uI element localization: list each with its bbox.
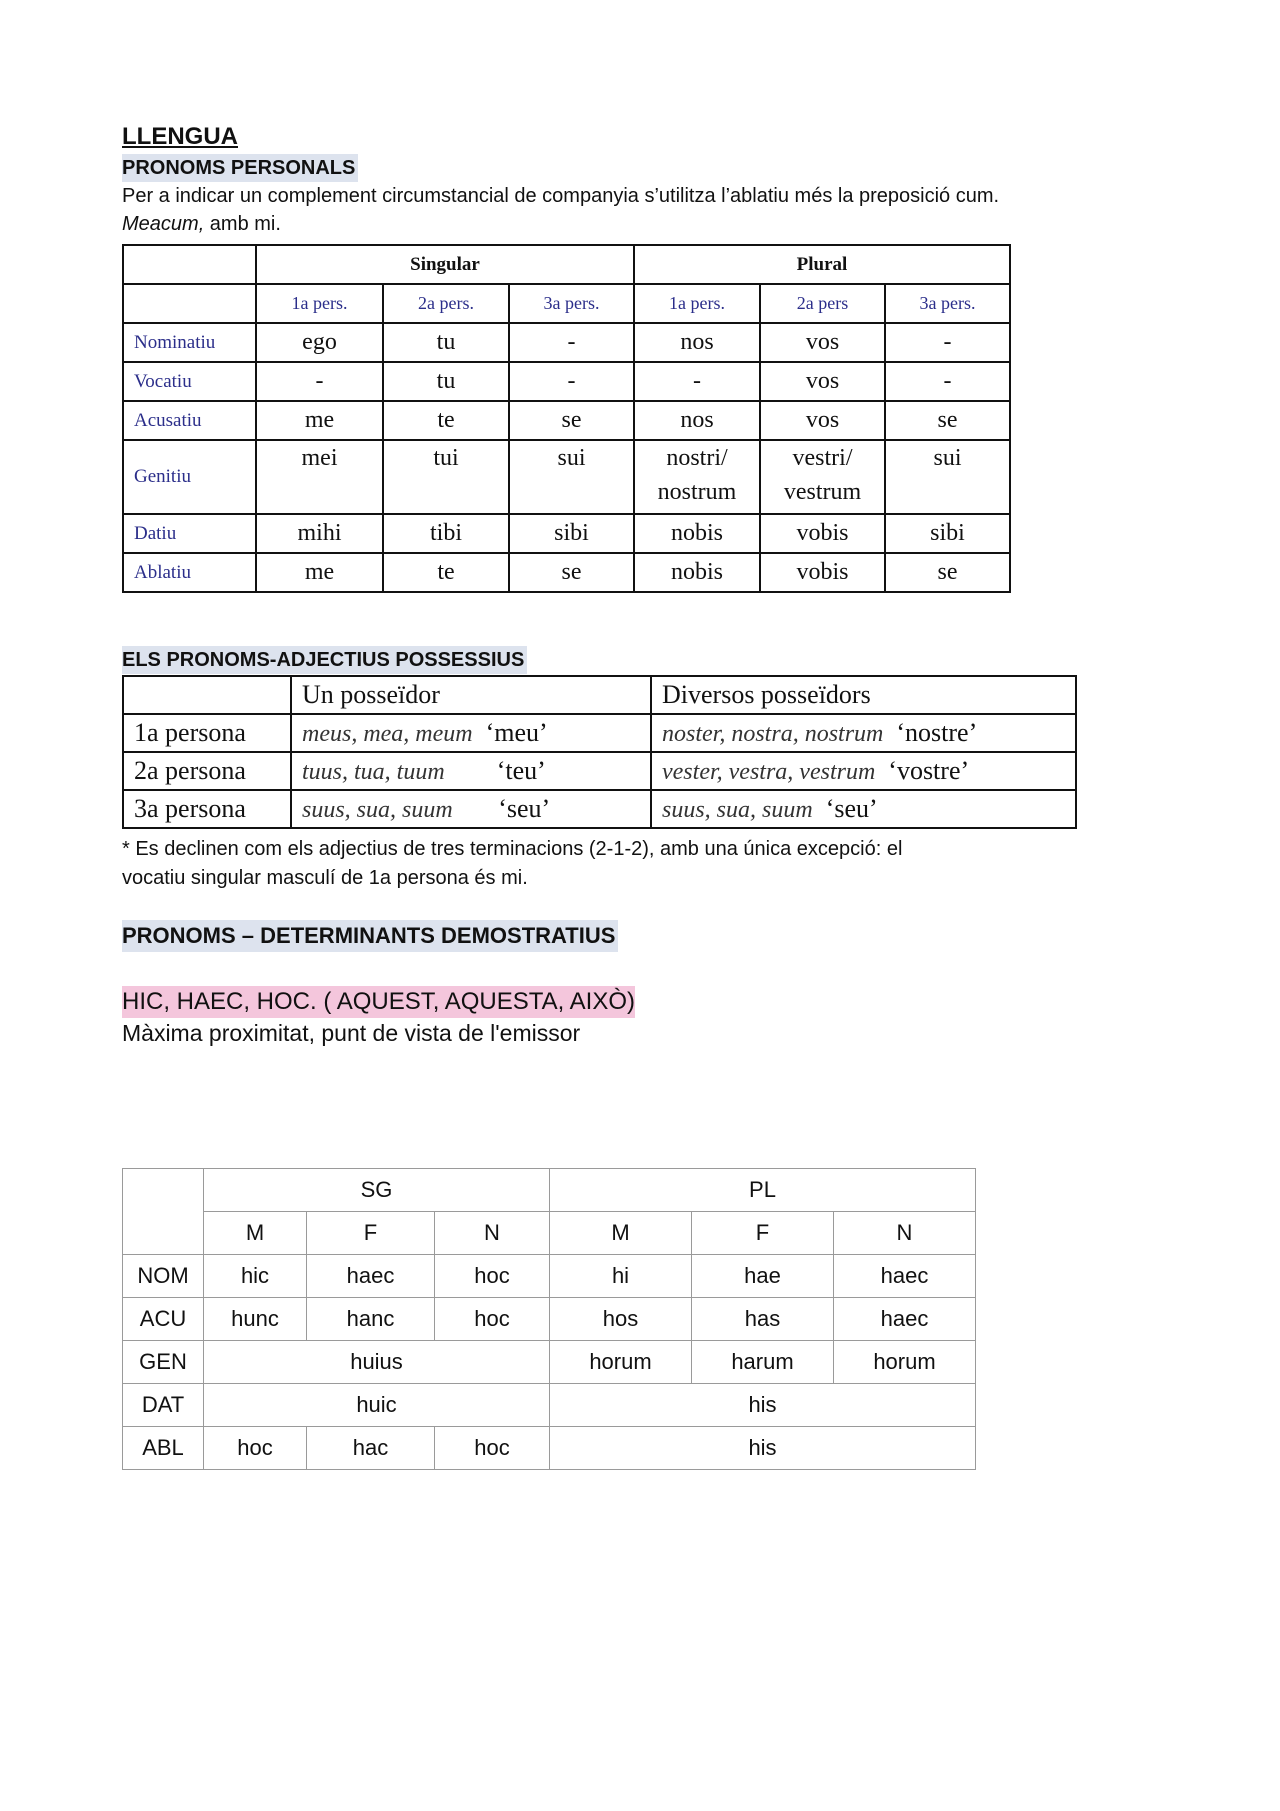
gender-header: N	[834, 1212, 976, 1255]
table-cell: hoc	[435, 1255, 550, 1298]
table-cell: nos	[634, 323, 760, 362]
person-header: 2a pers.	[383, 284, 509, 323]
header-one-possessor: Un posseïdor	[291, 676, 651, 714]
case-label: Datiu	[123, 514, 256, 553]
blank-cell	[123, 1169, 204, 1255]
table-row	[123, 362, 1010, 401]
example-word: Meacum,	[122, 213, 205, 235]
gender-header: M	[550, 1212, 692, 1255]
blank-cell	[123, 676, 291, 714]
table-cell: tibi	[383, 514, 509, 553]
table-row	[123, 1255, 976, 1298]
header-pl: PL	[550, 1169, 976, 1212]
table-cell: -	[885, 323, 1010, 362]
case-label: DAT	[123, 1384, 204, 1427]
person-header: 1a pers.	[256, 284, 383, 323]
table-cell	[651, 714, 1076, 752]
table-cell: horum	[834, 1341, 976, 1384]
latin-forms: suus, sua, suum	[302, 797, 453, 823]
person-label: 1a persona	[123, 714, 291, 752]
demonstrative-subsection	[122, 986, 635, 1048]
table-cell: horum	[550, 1341, 692, 1384]
possessive-note	[122, 835, 902, 893]
personal-example	[122, 211, 1122, 237]
table-cell: his	[550, 1384, 976, 1427]
table-row	[123, 440, 1010, 514]
table-cell: hac	[307, 1427, 435, 1470]
gender-header: N	[435, 1212, 550, 1255]
table-cell: se	[509, 553, 634, 592]
table-cell: hae	[692, 1255, 834, 1298]
latin-forms: suus, sua, suum	[662, 797, 813, 823]
table-cell: hoc	[204, 1427, 307, 1470]
table-cell: hoc	[435, 1427, 550, 1470]
table-cell: vos	[760, 401, 885, 440]
table-cell	[651, 790, 1076, 828]
subsection-description: Màxima proximitat, punt de vista de l'emissor	[122, 1020, 581, 1046]
table-cell: sui	[509, 440, 634, 514]
blank-cell	[123, 245, 256, 284]
translation: ‘seu’	[825, 794, 878, 823]
table-cell: -	[885, 362, 1010, 401]
table-cell: has	[692, 1298, 834, 1341]
note-line: vocatiu singular masculí de 1a persona és mi.	[122, 867, 528, 889]
case-label: ACU	[123, 1298, 204, 1341]
case-label: Nominatiu	[123, 323, 256, 362]
table-cell: his	[550, 1427, 976, 1470]
table-cell: hoc	[435, 1298, 550, 1341]
latin-forms: meus, mea, meum	[302, 721, 473, 747]
table-cell: vos	[760, 362, 885, 401]
table-row	[123, 401, 1010, 440]
case-label: Ablatiu	[123, 553, 256, 592]
note-line: * Es declinen com els adjectius de tres terminacions (2-1-2), amb una única excepció: el	[122, 838, 903, 860]
header-singular: Singular	[256, 245, 634, 284]
header-sg: SG	[204, 1169, 550, 1212]
blank-cell	[123, 284, 256, 323]
table-cell: vestri/ vestrum	[760, 440, 885, 514]
table-row	[123, 790, 1076, 828]
section-title-possessive: ELS PRONOMS-ADJECTIUS POSSESSIUS	[122, 646, 527, 674]
table-row	[123, 1298, 976, 1341]
table-cell: hos	[550, 1298, 692, 1341]
person-header: 1a pers.	[634, 284, 760, 323]
table-cell: se	[885, 401, 1010, 440]
section-title-personal: PRONOMS PERSONALS	[122, 154, 358, 182]
table-cell	[291, 714, 651, 752]
table-cell: hi	[550, 1255, 692, 1298]
table-cell: -	[509, 362, 634, 401]
table-cell: tui	[383, 440, 509, 514]
possessive-table	[122, 675, 1077, 829]
table-cell: nobis	[634, 553, 760, 592]
gender-header: F	[307, 1212, 435, 1255]
table-row	[123, 323, 1010, 362]
person-header: 3a pers.	[885, 284, 1010, 323]
personal-pronouns-table	[122, 244, 1011, 593]
table-cell: ego	[256, 323, 383, 362]
table-cell: vobis	[760, 514, 885, 553]
table-cell: huic	[204, 1384, 550, 1427]
case-label: ABL	[123, 1427, 204, 1470]
table-cell: vos	[760, 323, 885, 362]
table-cell: sibi	[885, 514, 1010, 553]
table-cell: sibi	[509, 514, 634, 553]
table-cell: -	[509, 323, 634, 362]
table-row	[123, 1384, 976, 1427]
translation: ‘seu’	[498, 794, 551, 823]
person-header: 3a pers.	[509, 284, 634, 323]
table-cell: nobis	[634, 514, 760, 553]
translation: ‘teu’	[496, 756, 546, 785]
document-page	[122, 120, 1122, 1460]
table-cell: sui	[885, 440, 1010, 514]
table-cell: hic	[204, 1255, 307, 1298]
table-row	[123, 1341, 976, 1384]
table-cell: hanc	[307, 1298, 435, 1341]
table-cell: harum	[692, 1341, 834, 1384]
demonstrative-table	[122, 1168, 976, 1470]
table-cell: me	[256, 401, 383, 440]
table-cell	[651, 752, 1076, 790]
table-cell: huius	[204, 1341, 550, 1384]
table-row	[123, 752, 1076, 790]
header-plural: Plural	[634, 245, 1010, 284]
table-cell: tu	[383, 362, 509, 401]
table-cell: te	[383, 553, 509, 592]
table-cell: haec	[834, 1298, 976, 1341]
table-cell: -	[634, 362, 760, 401]
translation: ‘meu’	[485, 718, 548, 747]
table-cell: tu	[383, 323, 509, 362]
subsection-title-hic: HIC, HAEC, HOC. ( AQUEST, AQUESTA, AIXÒ)	[122, 986, 635, 1018]
latin-forms: vester, vestra, vestrum	[662, 759, 876, 785]
table-cell: se	[885, 553, 1010, 592]
table-row	[123, 1427, 976, 1470]
translation: ‘vostre’	[888, 756, 970, 785]
table-row	[123, 514, 1010, 553]
latin-forms: tuus, tua, tuum	[302, 759, 445, 785]
case-label: Vocatiu	[123, 362, 256, 401]
person-label: 3a persona	[123, 790, 291, 828]
gender-header: F	[692, 1212, 834, 1255]
case-label: Genitiu	[123, 440, 256, 514]
table-cell: nos	[634, 401, 760, 440]
table-cell: hunc	[204, 1298, 307, 1341]
table-cell: mihi	[256, 514, 383, 553]
case-label: Acusatiu	[123, 401, 256, 440]
page-heading: LLENGUA	[122, 123, 238, 150]
table-cell: nostri/ nostrum	[634, 440, 760, 514]
table-cell: te	[383, 401, 509, 440]
example-rest: amb mi.	[204, 213, 281, 235]
table-cell: -	[256, 362, 383, 401]
header-many-possessors: Diversos posseïdors	[651, 676, 1076, 714]
latin-forms: noster, nostra, nostrum	[662, 721, 884, 747]
section-title-demonstrative: PRONOMS – DETERMINANTS DEMOSTRATIUS	[122, 920, 618, 952]
table-cell: se	[509, 401, 634, 440]
table-row	[123, 714, 1076, 752]
table-cell: vobis	[760, 553, 885, 592]
person-label: 2a persona	[123, 752, 291, 790]
table-cell: haec	[834, 1255, 976, 1298]
table-cell: me	[256, 553, 383, 592]
table-cell: mei	[256, 440, 383, 514]
table-cell: haec	[307, 1255, 435, 1298]
table-cell	[291, 752, 651, 790]
personal-description: Per a indicar un complement circumstancial de companyia s’utilitza l’ablatiu més la preposició cum.	[122, 185, 1000, 207]
table-row	[123, 553, 1010, 592]
case-label: GEN	[123, 1341, 204, 1384]
gender-header: M	[204, 1212, 307, 1255]
person-header: 2a pers	[760, 284, 885, 323]
case-label: NOM	[123, 1255, 204, 1298]
table-cell	[291, 790, 651, 828]
translation: ‘nostre’	[896, 718, 978, 747]
